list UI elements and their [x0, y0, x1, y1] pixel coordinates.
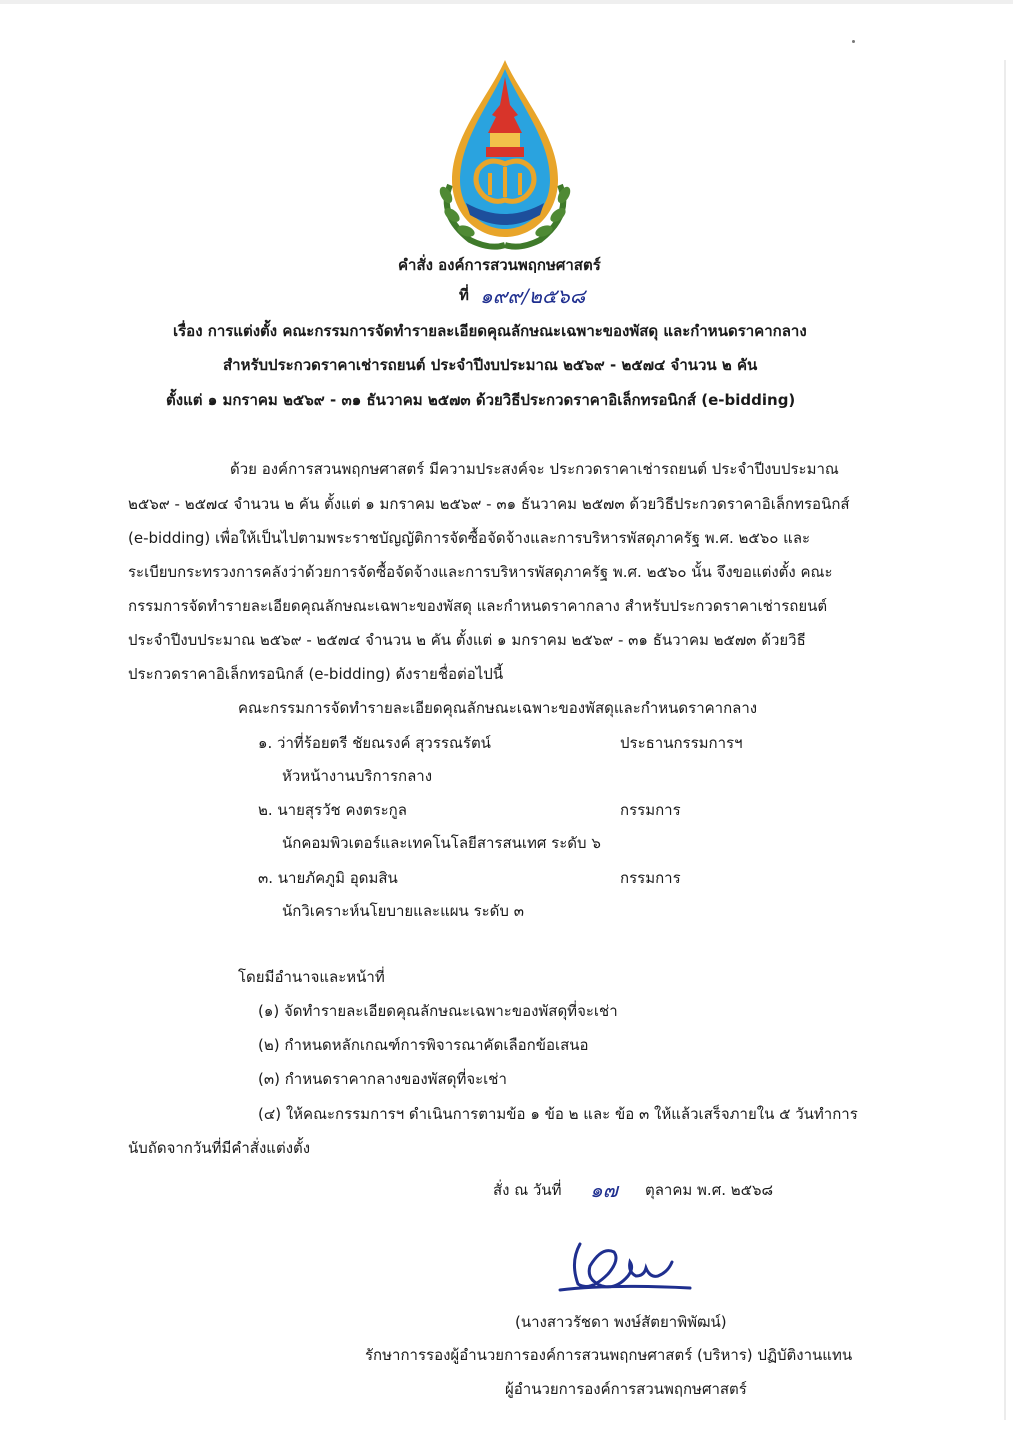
duties-heading: โดยมีอำนาจและหน้าที่ [238, 968, 385, 986]
order-number-label: ที่ [459, 286, 469, 304]
body-line-3: (e-bidding) เพื่อให้เป็นไปตามพระราชบัญญัติการจัดซื้อจัดจ้างและการบริหารพัสดุภาครัฐ พ.ศ. ๒๕๖๐ และ [128, 529, 811, 547]
scan-speck [852, 40, 855, 43]
date-month-year: ตุลาคม พ.ศ. ๒๕๖๘ [645, 1181, 774, 1199]
member-2-name: ๒. นายสุรวัช คงตระกูล [258, 801, 407, 819]
member-3-position: นักวิเคราะห์นโยบายและแผน ระดับ ๓ [282, 902, 524, 920]
member-1-position: หัวหน้างานบริการกลาง [282, 767, 433, 785]
body-line-6: ประจำปีงบประมาณ ๒๕๖๙ - ๒๕๗๔ จำนวน ๒ คัน ตั้งแต่ ๑ มกราคม ๒๕๖๙ - ๓๑ ธันวาคม ๒๕๗๓ ด้วยวิธี [128, 631, 806, 649]
bsp-emblem-icon [430, 55, 580, 255]
subject-line-2: สำหรับประกวดราคาเช่ารถยนต์ ประจำปีงบประมาณ ๒๕๖๙ - ๒๕๗๔ จำนวน ๒ คัน [223, 356, 758, 374]
committee-heading: คณะกรรมการจัดทำรายละเอียดคุณลักษณะเฉพาะของพัสดุและกำหนดราคากลาง [238, 699, 758, 717]
subject-line-3: ตั้งแต่ ๑ มกราคม ๒๕๖๙ - ๓๑ ธันวาคม ๒๕๗๓ ด้วยวิธีประกวดราคาอิเล็กทรอนิกส์ (e-bidding) [166, 391, 796, 409]
signer-title-2: ผู้อำนวยการองค์การสวนพฤกษศาสตร์ [505, 1380, 747, 1398]
subject-line-1: เรื่อง การแต่งตั้ง คณะกรรมการจัดทำรายละเอียดคุณลักษณะเฉพาะของพัสดุ และกำหนดราคากลาง [173, 322, 807, 340]
signer-title-1: รักษาการรองผู้อำนวยการองค์การสวนพฤกษศาสตร์ (บริหาร) ปฏิบัติงานแทน [365, 1346, 853, 1364]
member-2-role: กรรมการ [620, 801, 681, 819]
duty-continuation: นับถัดจากวันที่มีคำสั่งแต่งตั้ง [128, 1139, 311, 1157]
date-day-handwritten: ๑๗ [590, 1178, 618, 1202]
body-line-1: ด้วย องค์การสวนพฤกษศาสตร์ มีความประสงค์จะ ประกวดราคาเช่ารถยนต์ ประจำปีงบประมาณ [230, 460, 839, 478]
body-line-7: ประกวดราคาอิเล็กทรอนิกส์ (e-bidding) ดังรายชื่อต่อไปนี้ [128, 665, 504, 683]
member-1-name: ๑. ว่าที่ร้อยตรี ชัยณรงค์ สุวรรณรัตน์ [258, 734, 491, 752]
member-1-role: ประธานกรรมการฯ [620, 734, 743, 752]
duty-item-2: (๒) กำหนดหลักเกณฑ์การพิจารณาคัดเลือกข้อเสนอ [258, 1036, 589, 1054]
scan-edge-top [0, 0, 1013, 4]
order-number-handwritten: ๑๙๙/๒๕๖๘ [480, 284, 586, 308]
member-2-position: นักคอมพิวเตอร์และเทคโนโลยีสารสนเทศ ระดับ ๖ [282, 834, 601, 852]
scan-edge-right [1004, 60, 1006, 1420]
duty-item-1: (๑) จัดทำรายละเอียดคุณลักษณะเฉพาะของพัสดุที่จะเช่า [258, 1002, 618, 1020]
member-3-name: ๓. นายภัคภูมิ อุดมสิน [258, 869, 398, 887]
member-3-role: กรรมการ [620, 869, 681, 887]
date-prefix: สั่ง ณ วันที่ [493, 1181, 562, 1199]
duty-item-3: (๓) กำหนดราคากลางของพัสดุที่จะเช่า [258, 1070, 507, 1088]
body-line-4: ระเบียบกระทรวงการคลังว่าด้วยการจัดซื้อจัดจ้างและการบริหารพัสดุภาครัฐ พ.ศ. ๒๕๖๐ นั้น จึงขอแต่งตั้ง คณะ [128, 563, 833, 581]
order-title: คำสั่ง องค์การสวนพฤกษศาสตร์ [398, 256, 601, 274]
body-line-5: กรรมการจัดทำรายละเอียดคุณลักษณะเฉพาะของพัสดุ และกำหนดราคากลาง สำหรับประกวดราคาเช่ารถยนต์ [128, 597, 828, 615]
signer-name: (นางสาวรัชดา พงษ์สัตยาพิพัฒน์) [515, 1313, 727, 1331]
duty-item-4: (๔) ให้คณะกรรมการฯ ดำเนินการตามข้อ ๑ ข้อ ๒ และ ข้อ ๓ ให้แล้วเสร็จภายใน ๕ วันทำการ [258, 1105, 858, 1123]
handwritten-signature-icon [550, 1232, 700, 1302]
body-line-2: ๒๕๖๙ - ๒๕๗๔ จำนวน ๒ คัน ตั้งแต่ ๑ มกราคม ๒๕๖๙ - ๓๑ ธันวาคม ๒๕๗๓ ด้วยวิธีประกวดราคาอิเล็กทรอนิกส์ [128, 495, 850, 513]
